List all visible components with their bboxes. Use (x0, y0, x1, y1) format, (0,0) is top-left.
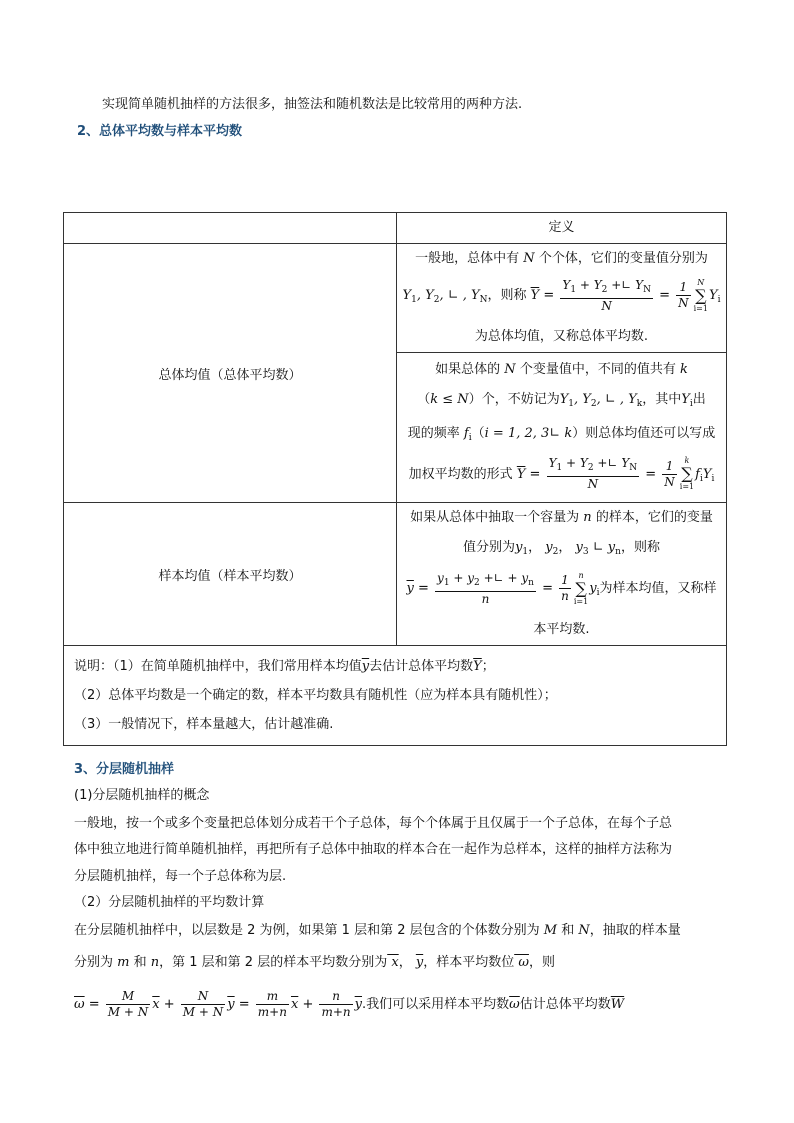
text: .我们可以采用样本平均数 (362, 997, 510, 1012)
text: ，则称 (487, 288, 527, 303)
para1-line1: 一般地，按一个或多个变量把总体划分成若干个子总体，每个个体属于且仅属于一个子总体，在每个子总 (74, 816, 673, 831)
text: 和 (133, 955, 147, 970)
text: 一般地，总体中有 (415, 251, 520, 266)
text: 本平均数. (533, 622, 590, 637)
text: 个个体，它们的变量值分别为 (538, 251, 708, 266)
para2-line1: 在分层随机抽样中，以层数是 2 为例，如果第 1 层和第 2 层包含的个体数分别为 M 和 N，抽取的样本量 (74, 923, 681, 938)
text: 如果总体的 (435, 361, 501, 377)
sample-mean-definition: 如果从总体中抽取一个容量为 n 的样本，它们的变量 值分别为$y_1$， $y_2$， $y_3$ ∟ $y_n$，则称 $\overline{y}$ = $\frac{y_1 + y_2 +∟ + y_n}{n}$ = $\frac{1}{n}$ n ∑ i=1 $y_i$为样本均值，又称样 本平均数. (397, 503, 727, 646)
text: 出 (692, 391, 706, 407)
para1-line3: 分层随机抽样，每一个子总体称为层. (74, 869, 287, 884)
definition-table (63, 212, 727, 746)
row-population-mean-label: 总体均值（总体平均数） (64, 244, 397, 503)
text: ，样本平均数位 (423, 955, 515, 970)
text: ，第 1 层和第 2 层的样本平均数分别为 (159, 955, 388, 970)
note-line-3: （3）一般情况下，样本量越大，估计越准确. (74, 717, 334, 732)
para1-line2: 体中独立地进行简单随机抽样，再把所有子总体中抽取的样本合在一起作为总样本，这样的抽样方法称为 (74, 842, 673, 857)
text: 说明：（1）在简单随机抽样中，我们常用样本均值 (74, 659, 362, 674)
table-header-empty (64, 213, 397, 244)
text: ，则 (528, 955, 555, 970)
text: ，则称 (620, 540, 660, 555)
text: 为样本均值，又称样 (599, 581, 717, 596)
text: 个变量值中，不同的值共有 (519, 361, 676, 377)
para2-line3: $\overline{\omega}$ = $\frac{M}{M + N}$ $\overline{x}$ + $\frac{N}{M + N}$ $\overline{y}$ = $\frac{m}{m+n}$ $\overline{x}$ + $\frac{n}{m+n}$ $\overline{y}$.我们可以采用样本平均数$\overline{\omega}$估计总体平均数$\overline{W}$ (74, 989, 625, 1019)
text: 在分层随机抽样中，以层数是 2 为例，如果第 1 层和第 2 层包含的个体数分别为 (74, 923, 540, 938)
section2-heading: 2、总体平均数与样本平均数 (77, 124, 243, 139)
text: 和 (561, 923, 575, 938)
text: 去估计总体平均数 (369, 659, 474, 674)
text: 现的频率 (407, 425, 460, 441)
text: ，抽取的样本量 (589, 923, 681, 938)
text: 的样本，它们的变量 (595, 510, 713, 525)
text: 值分别为 (463, 540, 516, 555)
text: 为总体均值，又称总体平均数. (474, 329, 649, 344)
section3-heading: 3、分层随机抽样 (74, 762, 175, 777)
note-line-2: （2）总体平均数是一个确定的数，样本平均数具有随机性（应为样本具有随机性）； (74, 688, 557, 703)
sub2-heading: （2）分层随机抽样的平均数计算 (74, 895, 265, 910)
text: 则总体均值还可以写成 (585, 425, 716, 441)
weighted-mean-definition: 如果总体的 N 个变量值中，不同的值共有 k （k ≤ N）个，不妨记为$Y_1$, $Y_2$, ∟ , $Y_k$，其中$Y_i$出 现的频率 $f_i(i = 1$, 2, 3∟ k）则总体均值还可以写成 加权平均数的形式 $\overline{Y}$ = $\frac{Y_1 + Y_2 +∟ Y_N}{N}$ = $\frac{1}{N}$ k ∑ i=1 $f_iY_i$ (397, 353, 727, 503)
row-sample-mean-label: 样本均值（样本平均数） (64, 503, 397, 646)
para2-line2: 分别为 m 和 n，第 1 层和第 2 层的样本平均数分别为 x， $\overline{y}$，样本平均数位 ω，则 (74, 955, 555, 970)
text: 如果从总体中抽取一个容量为 (410, 510, 580, 525)
text: ，其中 (642, 391, 682, 407)
text: 分别为 (74, 955, 114, 970)
text: ； (481, 659, 495, 674)
table-header-definition: 定义 (397, 213, 727, 244)
intro-line: 实现简单随机抽样的方法很多，抽签法和随机数法是比较常用的两种方法. (102, 97, 523, 112)
text: 加权平均数的形式 (408, 466, 513, 482)
text: 个，不妨记为 (481, 391, 560, 407)
text: 估计总体平均数 (519, 997, 611, 1012)
sub1-heading: (1)分层随机抽样的概念 (74, 788, 210, 803)
population-mean-definition: 一般地，总体中有 N 个个体，它们的变量值分别为 $Y_1$, $Y_2$, ∟ , $Y_N$，则称 $\overline{Y}$ = $\frac{Y_1 + Y_2 +∟ Y_N}{N}$ = $\frac{1}{N}$ N ∑ i=1 $Y_i$ 为总体均值，又称总体平均数. (397, 244, 727, 353)
note-cell: 说明：（1）在简单随机抽样中，我们常用样本均值$\overline{y}$去估计总体平均数$\overline{Y}$； （2）总体平均数是一个确定的数，样本平均数具有随机性（应为样本具有随机性）； （3）一般情况下，样本量越大，估计越准确. (64, 646, 727, 746)
